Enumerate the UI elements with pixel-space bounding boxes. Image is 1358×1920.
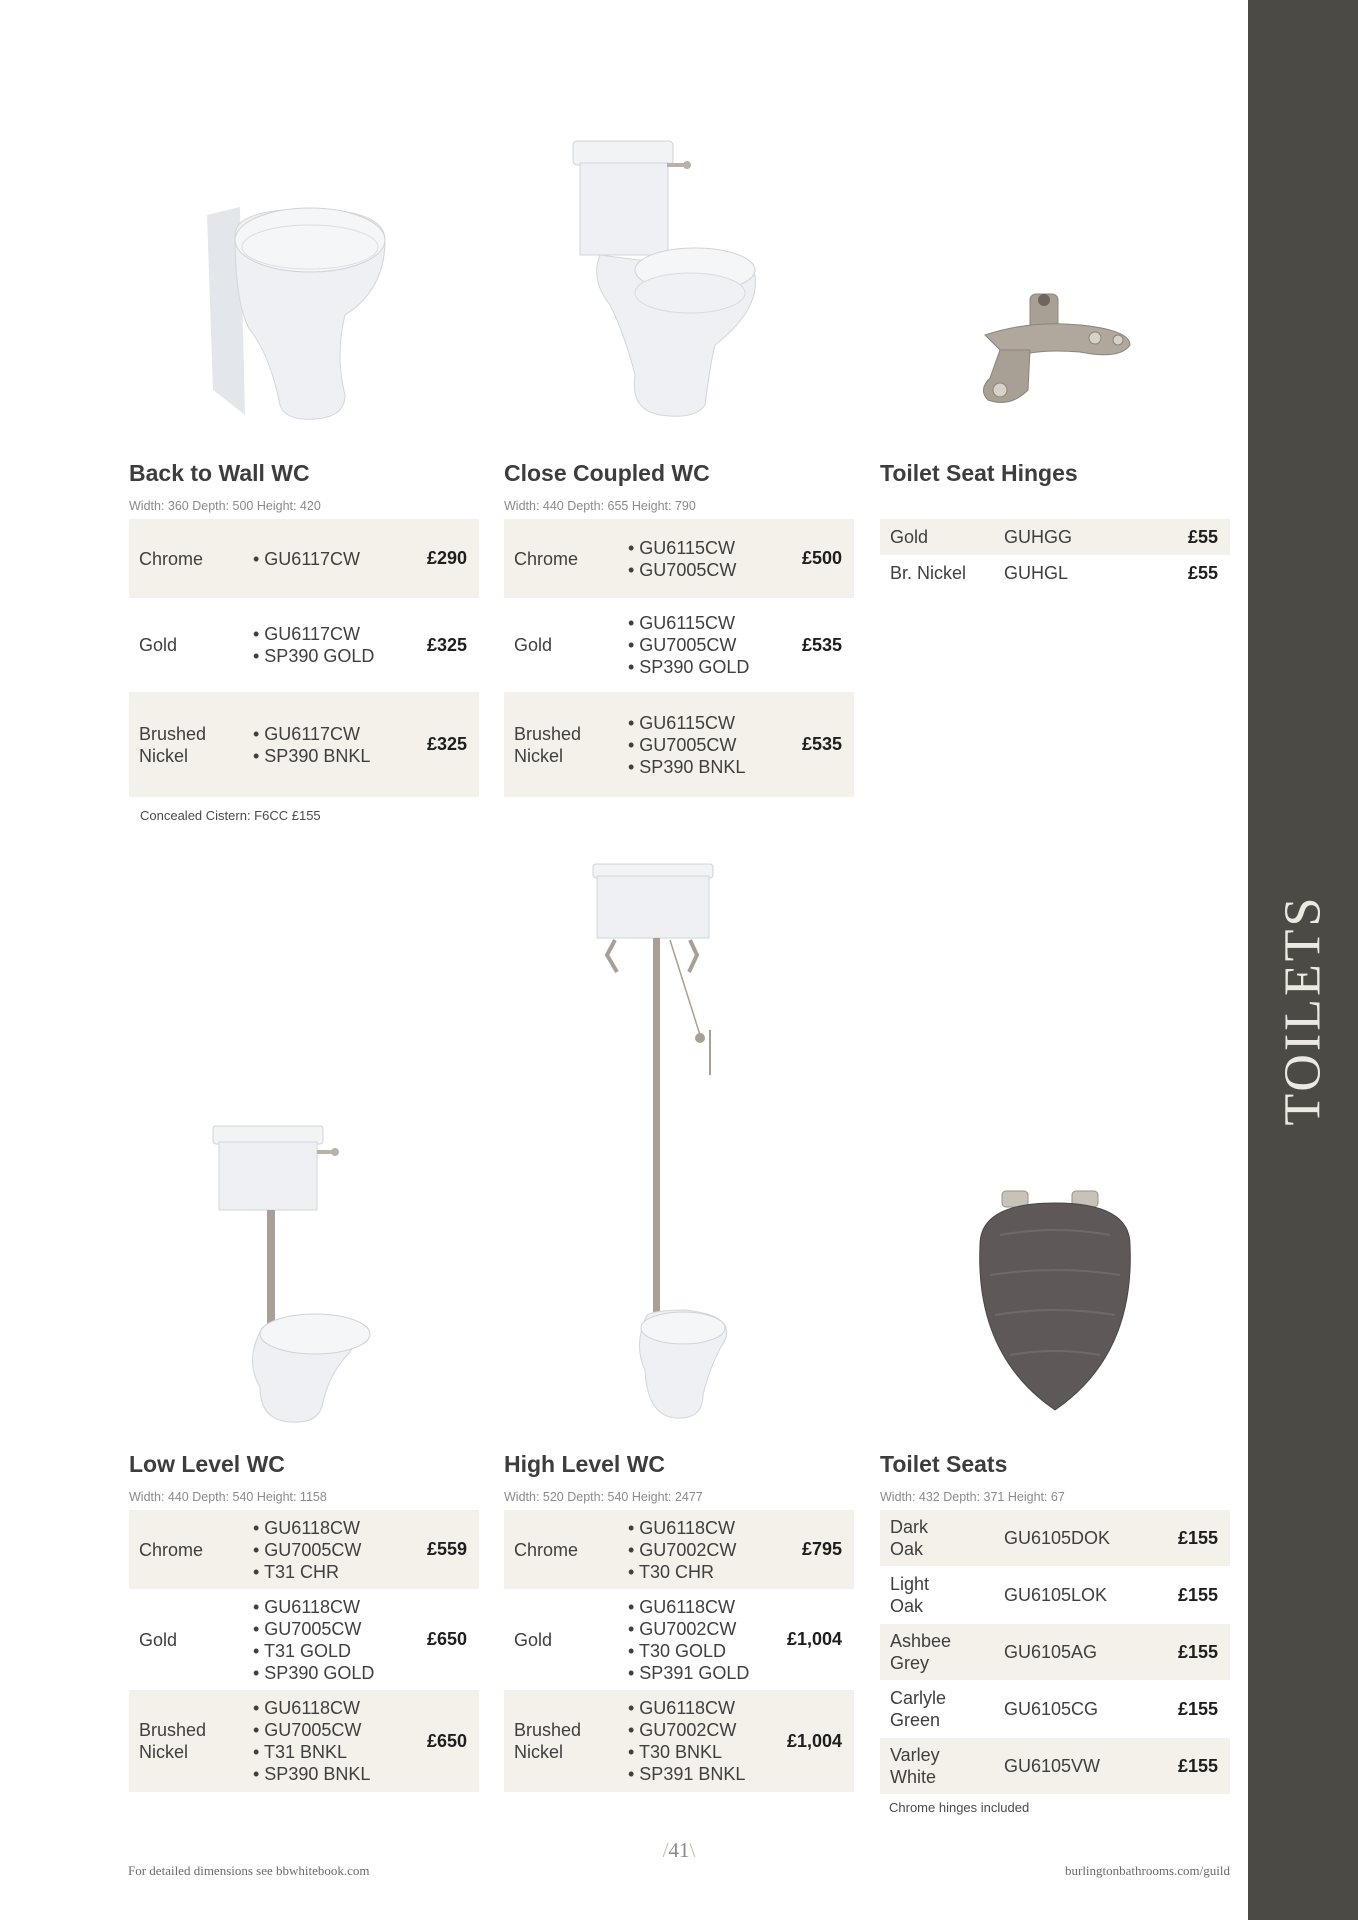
- product-high-level-wc: [504, 1449, 854, 1505]
- back-to-wall-wc-image: [195, 195, 395, 425]
- finish-label: Varley White: [890, 1745, 940, 1787]
- product-code: • SP391 BNKL: [628, 1764, 746, 1784]
- price: £795: [801, 1539, 842, 1559]
- toilet-seat-image: [960, 1185, 1150, 1415]
- price: £290: [426, 548, 467, 568]
- price: £55: [1187, 562, 1218, 583]
- product-codes: [253, 548, 360, 570]
- table-row: [504, 1510, 854, 1589]
- table-row: [880, 519, 1230, 555]
- product-code: • GU6115CW: [628, 613, 735, 633]
- finish-label: Br. Nickel: [890, 563, 967, 583]
- finish-label: Brushed Nickel: [139, 1720, 207, 1762]
- product-code: • GU7002CW: [628, 1618, 737, 1639]
- price: £650: [426, 1730, 467, 1751]
- product-code: • GU6118CW: [628, 1596, 735, 1617]
- product-dimensions: Width: 440 Depth: 540 Height: 1158: [129, 1490, 327, 1504]
- table-row: [880, 1624, 1230, 1680]
- low-level-wc-image: [205, 1122, 380, 1427]
- product-code: • GU6118CW: [628, 1517, 735, 1538]
- page-number: /41\: [662, 1838, 696, 1862]
- product-code: • GU6115CW: [628, 537, 735, 558]
- finish-label: Chrome: [514, 1539, 579, 1560]
- finish-label: Light Oak: [890, 1574, 930, 1616]
- footer-website-link[interactable]: burlingtonbathrooms.com/guild: [1064, 1863, 1230, 1878]
- product-code: GUHGG: [1004, 527, 1073, 547]
- product-close-coupled-wc: [504, 458, 854, 514]
- product-code: GU6105CG: [1004, 1699, 1099, 1719]
- product-codes: [628, 1517, 736, 1583]
- product-code: • GU6117CW: [253, 548, 360, 569]
- product-codes: [253, 1517, 361, 1583]
- product-code: • T31 GOLD: [253, 1640, 352, 1661]
- price: £155: [1177, 1584, 1218, 1605]
- finish-label: Brushed Nickel: [514, 723, 582, 766]
- product-back-to-wall-wc: [129, 458, 479, 514]
- product-dimensions: Width: 520 Depth: 540 Height: 2477: [504, 1490, 703, 1504]
- price: £325: [426, 734, 467, 754]
- product-codes: [628, 1596, 749, 1684]
- product-dimensions: Width: 360 Depth: 500 Height: 420: [129, 499, 321, 513]
- product-title: High Level WC: [504, 1451, 666, 1477]
- product-code: • GU6118CW: [628, 1698, 735, 1718]
- product-code: GU6105LOK: [1004, 1585, 1108, 1605]
- table-row: [504, 519, 854, 598]
- product-code: GU6105AG: [1004, 1642, 1098, 1662]
- product-code: • GU6117CW: [253, 624, 360, 644]
- product-code: • GU6118CW: [253, 1596, 360, 1617]
- product-code: • SP390 GOLD: [253, 1662, 375, 1683]
- product-code: • T30 GOLD: [628, 1640, 727, 1661]
- product-code: • GU7005CW: [628, 635, 737, 655]
- toilet-seat-hinges-image: [970, 290, 1140, 415]
- product-code: • SP390 BNKL: [253, 745, 371, 766]
- table-row: [880, 1510, 1230, 1566]
- table-row: [880, 555, 1230, 591]
- finish-label: Gold: [890, 527, 929, 547]
- price: £155: [1177, 1755, 1218, 1776]
- product-code: • SP390 GOLD: [253, 646, 375, 666]
- product-codes: [253, 723, 370, 767]
- finish-label: Brushed Nickel: [139, 723, 207, 766]
- product-code: • GU6115CW: [628, 712, 735, 733]
- price: £1,004: [786, 1730, 842, 1751]
- product-code: • SP390 BNKL: [628, 756, 746, 777]
- price: £55: [1187, 526, 1218, 547]
- table-row: [129, 519, 479, 598]
- product-code: • GU7002CW: [628, 1539, 737, 1560]
- table-row: [880, 1738, 1230, 1794]
- price: £155: [1177, 1527, 1218, 1548]
- finish-label: Ashbee Grey: [890, 1631, 952, 1673]
- product-low-level-wc: [129, 1449, 479, 1505]
- product-code: • SP391 GOLD: [628, 1662, 750, 1683]
- close-coupled-wc-image: [565, 135, 765, 425]
- finish-label: Chrome: [139, 1539, 204, 1560]
- product-code: • T31 BNKL: [253, 1742, 348, 1762]
- concealed-cistern-note: Concealed Cistern: F6CC £155: [140, 808, 321, 823]
- table-row: [129, 1589, 479, 1690]
- product-code: GU6105VW: [1004, 1756, 1101, 1776]
- table-row: [880, 1567, 1230, 1623]
- finish-label: Dark Oak: [890, 1517, 929, 1559]
- product-codes: [628, 1697, 745, 1785]
- finish-label: Gold: [514, 1629, 553, 1650]
- table-row: [129, 1510, 479, 1589]
- footer-dimensions-link[interactable]: For detailed dimensions see bbwhitebook.com: [128, 1863, 370, 1878]
- product-codes: [628, 537, 736, 581]
- product-code: • GU7005CW: [253, 1720, 362, 1740]
- table-row: [504, 692, 854, 797]
- price: £1,004: [786, 1629, 842, 1649]
- product-code: • T30 BNKL: [628, 1742, 723, 1762]
- finish-label: Chrome: [139, 548, 204, 569]
- table-row: [504, 598, 854, 692]
- product-code: • SP390 BNKL: [253, 1764, 371, 1784]
- table-row: [129, 1690, 479, 1792]
- product-code: • GU7002CW: [628, 1720, 737, 1740]
- product-code: • T31 CHR: [253, 1561, 339, 1582]
- product-code: • SP390 GOLD: [628, 657, 750, 677]
- price: £155: [1177, 1698, 1218, 1719]
- finish-label: Gold: [139, 635, 178, 655]
- finish-label: Chrome: [514, 548, 579, 569]
- product-dimensions: Width: 440 Depth: 655 Height: 790: [504, 499, 696, 513]
- product-code: • GU6118CW: [253, 1517, 360, 1538]
- price: £650: [426, 1629, 467, 1649]
- product-code: • GU6117CW: [253, 723, 360, 744]
- table-row: [504, 1690, 854, 1792]
- product-codes: [253, 1697, 370, 1785]
- section-title: TOILETS: [1274, 894, 1332, 1126]
- product-dimensions: Width: 432 Depth: 371 Height: 67: [880, 1490, 1065, 1504]
- product-toilet-seats: [880, 1449, 1230, 1505]
- product-codes: [253, 623, 374, 667]
- hinges-included-note: Chrome hinges included: [889, 1800, 1030, 1815]
- finish-label: Gold: [514, 635, 553, 655]
- product-title: Toilet Seat Hinges: [880, 460, 1078, 486]
- table-row: [880, 1681, 1230, 1737]
- table-row: [504, 1589, 854, 1690]
- product-codes: [628, 712, 745, 778]
- table-row: [129, 598, 479, 692]
- product-title: Close Coupled WC: [504, 460, 710, 486]
- price: £325: [426, 634, 467, 655]
- product-code: • GU7005CW: [628, 559, 737, 580]
- price: £500: [801, 548, 842, 568]
- product-code: • GU7005CW: [253, 1618, 362, 1639]
- price: £535: [801, 634, 842, 655]
- product-code: • GU7005CW: [253, 1539, 362, 1560]
- product-codes: [628, 612, 749, 678]
- product-title: Back to Wall WC: [129, 460, 310, 486]
- finish-label: Carlyle Green: [890, 1688, 947, 1730]
- product-code: • GU6118CW: [253, 1698, 360, 1718]
- finish-label: Brushed Nickel: [514, 1720, 582, 1762]
- product-toilet-seat-hinges: [880, 458, 1230, 488]
- price: £155: [1177, 1641, 1218, 1662]
- product-code: GUHGL: [1004, 563, 1069, 583]
- table-row: [129, 692, 479, 797]
- finish-label: Gold: [139, 1629, 178, 1650]
- product-code: GU6105DOK: [1004, 1528, 1111, 1548]
- high-level-wc-image: [585, 860, 755, 1425]
- page-number-value: 41: [668, 1838, 690, 1862]
- product-code: • GU7005CW: [628, 734, 737, 755]
- product-codes: [253, 1596, 374, 1684]
- product-title: Toilet Seats: [880, 1451, 1008, 1477]
- product-title: Low Level WC: [129, 1451, 285, 1477]
- price: £559: [426, 1539, 467, 1559]
- product-code: • T30 CHR: [628, 1561, 714, 1582]
- price: £535: [801, 734, 842, 754]
